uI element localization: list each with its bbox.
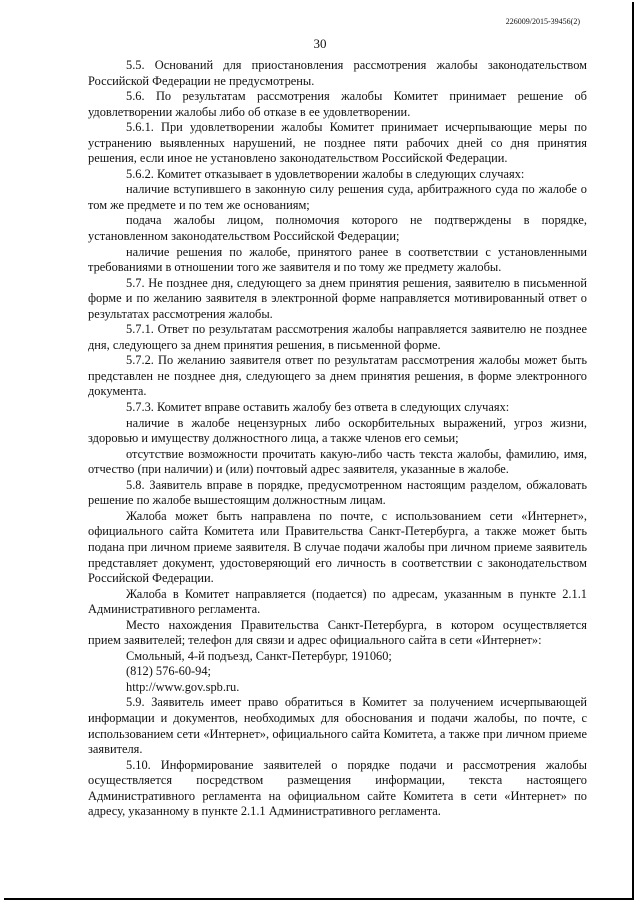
website-link[interactable]: http://www.gov.spb.ru. bbox=[126, 679, 240, 694]
paragraph-government-location: Место нахождения Правительства Санкт-Петербурга, в котором осуществляется прием заявителей; телефон для связи и адрес официального сайта в сети «Интернет»: bbox=[88, 617, 587, 648]
list-item: наличие решения по жалобе, принятого ранее в соответствии с установленными требованиями в отношении того же заявителя и по тому же предмету жалобы. bbox=[88, 244, 587, 275]
paragraph-5-9: 5.9. Заявитель имеет право обратиться в Комитет за получением исчерпывающей информации и документов, необходимых для обоснования и подачи жалобы, по почте, с использованием сети «Интернет», официального сайта Комитета, а также при личном приеме заявителя. bbox=[88, 695, 587, 757]
address-line: Смольный, 4-й подъезд, Санкт-Петербург, 191060; bbox=[126, 648, 392, 663]
document-number: 226009/2015-39456(2) bbox=[505, 17, 580, 26]
paragraph-5-7-3: 5.7.3. Комитет вправе оставить жалобу без ответа в следующих случаях: bbox=[126, 400, 510, 415]
list-item: наличие в жалобе нецензурных либо оскорбительных выражений, угроз жизни, здоровью и имуществу должностного лица, а также членов его семьи; bbox=[88, 415, 587, 446]
paragraph-5-5: 5.5. Оснований для приостановления рассмотрения жалобы законодательством Российской Федерации не предусмотрены. bbox=[88, 58, 587, 88]
list-item: наличие вступившего в законную силу решения суда, арбитражного суда по жалобе о том же предмете и по тем же основаниям; bbox=[88, 182, 587, 212]
list-item: подача жалобы лицом, полномочия которого не подтверждены в порядке, установленном законодательством Российской Федерации; bbox=[88, 213, 587, 244]
list-item: отсутствие возможности прочитать какую-либо часть текста жалобы, фамилию, имя, отчество (при наличии) и (или) почтовый адрес заявителя, указанные в жалобе. bbox=[88, 446, 587, 477]
paragraph-addresses: Жалоба в Комитет направляется (подается) по адресам, указанным в пункте 2.1.1 Административного регламента. bbox=[88, 586, 587, 617]
paragraph-5-6-1: 5.6.1. При удовлетворении жалобы Комитет принимает исчерпывающие меры по устранению выявленных нарушений, не позднее пяти рабочих дней со дня принятия решения, если иное не установлено законодательством Российской Федерации. bbox=[88, 120, 587, 166]
phone-line: (812) 576-60-94; bbox=[126, 664, 211, 679]
paragraph-5-6: 5.6. По результатам рассмотрения жалобы Комитет принимает решение об удовлетворении жалобы либо об отказе в ее удовлетворении. bbox=[88, 89, 587, 119]
document-body bbox=[88, 58, 587, 820]
paragraph-5-7-2: 5.7.2. По желанию заявителя ответ по результатам рассмотрения жалобы может быть представлен не позднее дня, следующего за днем принятия решения, в форме электронного документа. bbox=[88, 353, 587, 399]
paragraph-submission: Жалоба может быть направлена по почте, с использованием сети «Интернет», официального сайта Комитета или Правительства Санкт-Петербурга, а также может быть подана при личном приеме заявителя. В случае подачи жалобы при личном приеме заявитель представляет документ, удостоверяющий его личность в соответствии с законодательством Российской Федерации. bbox=[88, 508, 587, 586]
paragraph-5-10: 5.10. Информирование заявителей о порядке подачи и рассмотрения жалобы осуществляется посредством размещения информации, текста настоящего Административного регламента на официальном сайте Комитета в сети «Интернет» по адресу, указанному в пункте 2.1.1 Административного регламента. bbox=[88, 757, 587, 819]
paragraph-5-7: 5.7. Не позднее дня, следующего за днем принятия решения, заявителю в письменной форме и по желанию заявителя в электронной форме направляется мотивированный ответ о результатах рассмотрения жалобы. bbox=[88, 275, 587, 321]
page-number: 30 bbox=[313, 36, 327, 51]
paragraph-5-7-1: 5.7.1. Ответ по результатам рассмотрения жалобы направляется заявителю не позднее дня, следующего за днем принятия решения, в письменной форме. bbox=[88, 322, 587, 352]
paragraph-5-6-2: 5.6.2. Комитет отказывает в удовлетворении жалобы в следующих случаях: bbox=[126, 166, 525, 181]
paragraph-5-8: 5.8. Заявитель вправе в порядке, предусмотренном настоящим разделом, обжаловать решение по жалобе вышестоящим должностным лицам. bbox=[88, 477, 587, 508]
